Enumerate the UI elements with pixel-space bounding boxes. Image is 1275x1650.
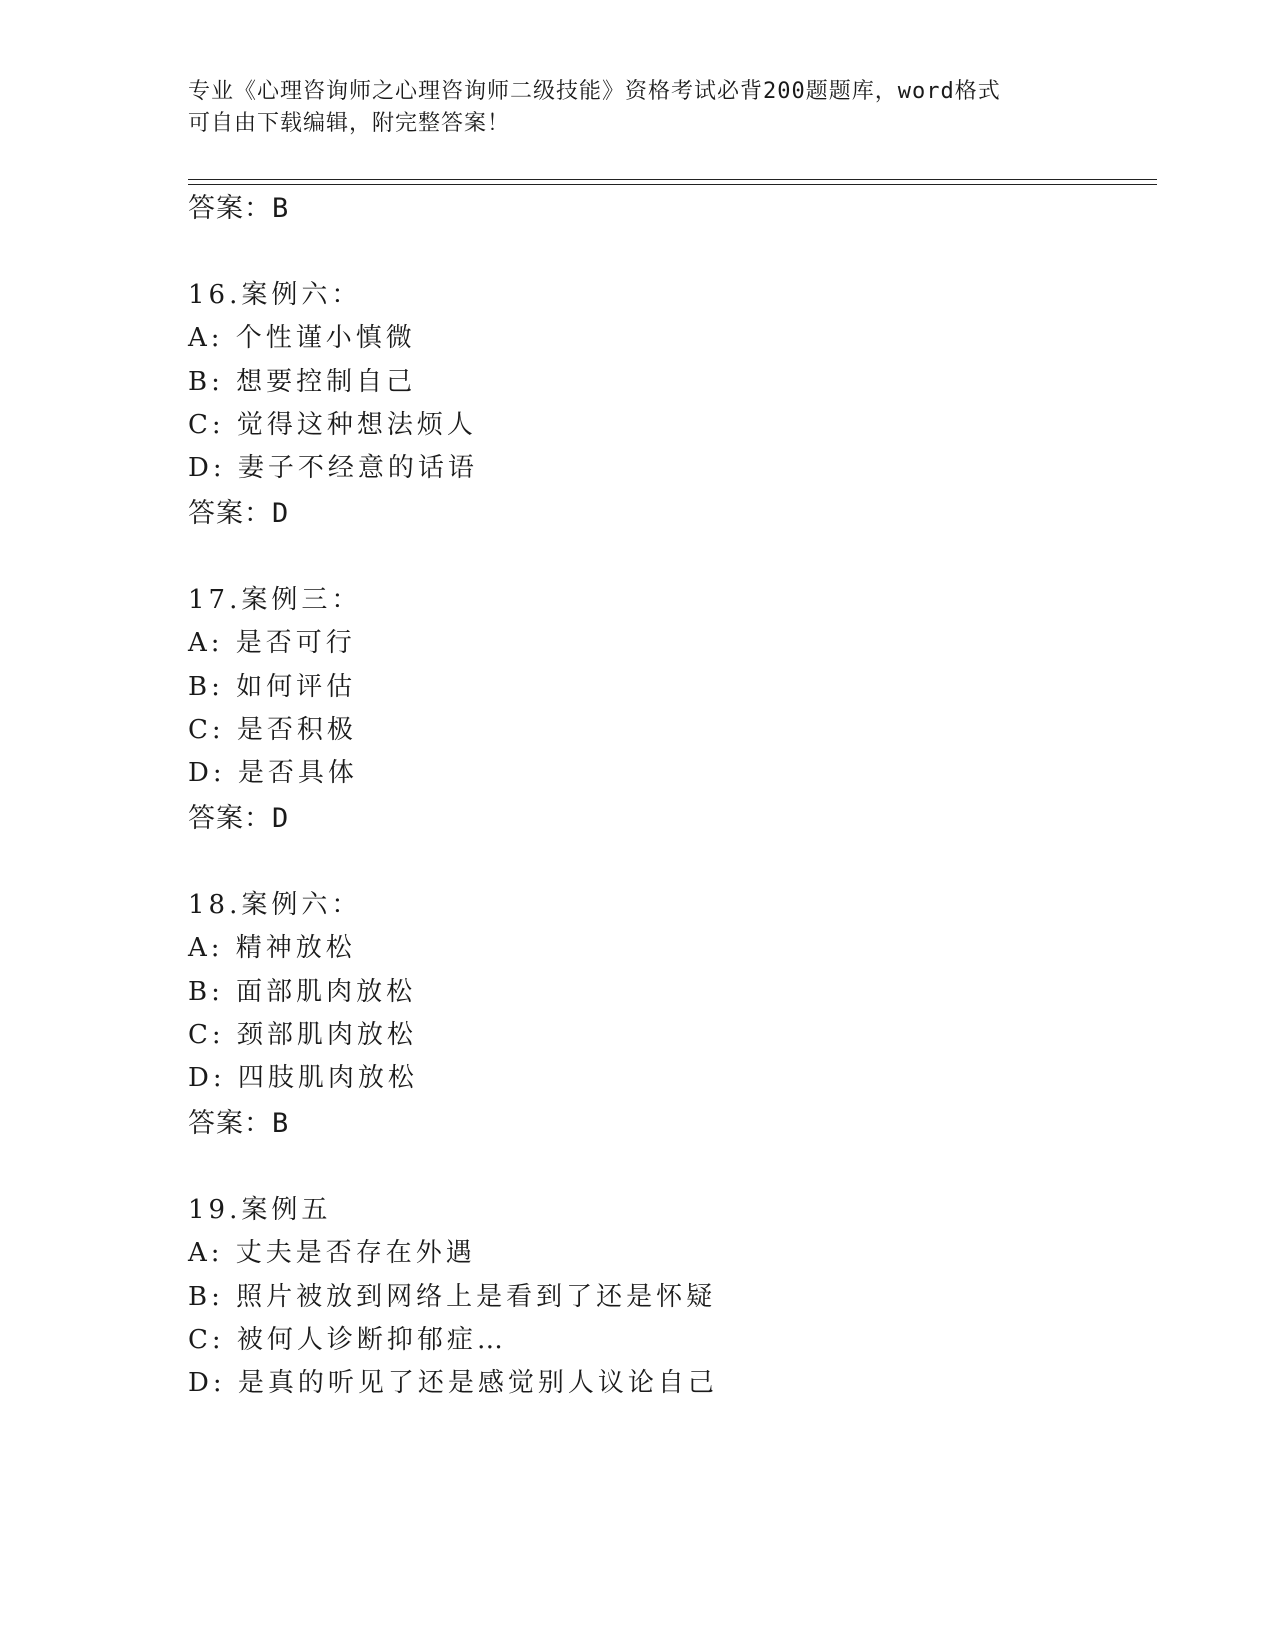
option-line: A: 是否可行 [188,628,356,658]
option-line: B: 想要控制自己 [188,367,417,397]
option-line: C: 是否积极 [188,715,357,745]
option-line: B: 照片被放到网络上是看到了还是怀疑 [188,1282,717,1312]
header-divider-top [188,179,1157,180]
header-line-2: 可自由下载编辑，附完整答案！ [188,111,511,136]
option-line: A: 丈夫是否存在外遇 [188,1238,476,1268]
answer-line: 答案：D [188,803,290,834]
question-title: 19.案例五 [188,1195,332,1225]
answer-line: 答案：B [188,1108,290,1139]
answer-line: 答案：D [188,498,290,529]
option-line: A: 个性谨小慎微 [188,323,416,353]
option-line: B: 如何评估 [188,672,357,702]
header-line-1: 专业《心理咨询师之心理咨询师二级技能》资格考试必背200题题库，word格式 [188,79,1001,104]
option-line: D: 是真的听见了还是感觉别人议论自己 [188,1368,718,1398]
option-line: D: 妻子不经意的话语 [188,453,478,483]
question-title: 18.案例六： [188,890,362,920]
document-header [188,76,1088,140]
option-line: D: 四肢肌肉放松 [188,1063,418,1093]
option-line: A: 精神放松 [188,933,356,963]
question-title: 17.案例三： [188,585,362,615]
option-line: D: 是否具体 [188,758,358,788]
answer-line: 答案：B [188,193,290,224]
option-line: C: 觉得这种想法烦人 [188,410,477,440]
option-line: C: 颈部肌肉放松 [188,1020,417,1050]
option-line: B: 面部肌肉放松 [188,977,417,1007]
question-title: 16.案例六： [188,280,362,310]
option-line: C: 被何人诊断抑郁症… [188,1325,507,1355]
header-divider-bottom [188,184,1157,185]
